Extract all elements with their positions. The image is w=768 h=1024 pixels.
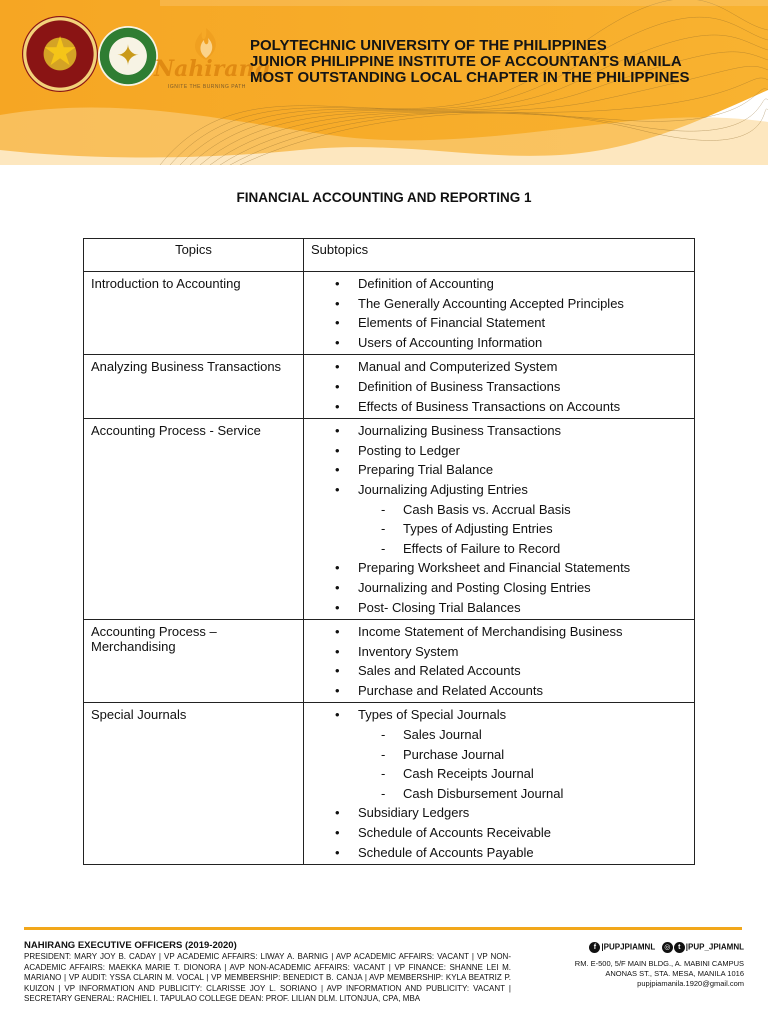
subtopics-cell bbox=[304, 703, 695, 865]
subtopic-bullet-item: • Definition of Business Transactions bbox=[311, 377, 687, 397]
chapter-award: MOST OUTSTANDING LOCAL CHAPTER IN THE PHILIPPINES bbox=[250, 69, 690, 86]
organization-title bbox=[250, 38, 689, 86]
subtopic-bullet-item: • Journalizing Business Transactions bbox=[311, 421, 687, 441]
subtopic-bullet-item: • Schedule of Accounts Receivable bbox=[311, 823, 687, 843]
subtopic-bullet-item: • Inventory System bbox=[311, 642, 687, 662]
subtopic-bullet-item: • Journalizing and Posting Closing Entries bbox=[311, 578, 687, 598]
subtopic-list bbox=[311, 357, 687, 416]
subtopic-bullet-item: • Preparing Trial Balance bbox=[311, 460, 687, 480]
subtopic-bullet-item: • Income Statement of Merchandising Business bbox=[311, 622, 687, 642]
brand-tagline: IGNITE THE BURNING PATH bbox=[168, 84, 246, 90]
pup-seal-logo bbox=[22, 16, 98, 92]
table-row bbox=[84, 419, 695, 620]
subtopic-bullet-item: • Manual and Computerized System bbox=[311, 357, 687, 377]
subtopic-list bbox=[311, 622, 687, 700]
column-header-subtopics: Subtopics bbox=[304, 239, 695, 272]
facebook-handle[interactable]: |PUPJPIAMNL bbox=[601, 942, 656, 952]
subtopic-bullet-item: • Preparing Worksheet and Financial Statements bbox=[311, 558, 687, 578]
subtopic-list bbox=[311, 274, 687, 352]
address-line-1: RM. E-500, 5/F MAIN BLDG., A. MABINI CAMPUS bbox=[574, 959, 744, 968]
subtopic-bullet-item: • Types of Special Journals bbox=[311, 705, 687, 725]
topics-table bbox=[83, 238, 695, 865]
subtopic-bullet-item: • Posting to Ledger bbox=[311, 441, 687, 461]
university-name: POLYTECHNIC UNIVERSITY OF THE PHILIPPINES bbox=[250, 37, 607, 54]
officers-title: NAHIRANG EXECUTIVE OFFICERS (2019-2020) bbox=[24, 940, 237, 951]
star-icon: ★ bbox=[42, 29, 78, 75]
social-handles bbox=[534, 942, 744, 953]
subtopic-dash-item: - Purchase Journal bbox=[311, 745, 687, 765]
subtopic-bullet-item: • Users of Accounting Information bbox=[311, 333, 687, 353]
officers-block bbox=[24, 940, 511, 1005]
topic-cell: Introduction to Accounting bbox=[84, 272, 304, 355]
subtopic-list bbox=[311, 421, 687, 617]
subtopic-bullet-item: • Purchase and Related Accounts bbox=[311, 681, 687, 701]
contact-block bbox=[534, 942, 744, 989]
subtopic-bullet-item: • The Generally Accounting Accepted Principles bbox=[311, 294, 687, 314]
topic-cell: Analyzing Business Transactions bbox=[84, 355, 304, 419]
table-row bbox=[84, 620, 695, 703]
letterhead bbox=[0, 0, 768, 165]
subtopic-bullet-item: • Journalizing Adjusting Entries bbox=[311, 480, 687, 500]
subtopics-cell bbox=[304, 272, 695, 355]
subtopic-bullet-item: • Subsidiary Ledgers bbox=[311, 803, 687, 823]
topic-cell: Special Journals bbox=[84, 703, 304, 865]
subtopic-dash-item: - Cash Disbursement Journal bbox=[311, 784, 687, 804]
subtopic-bullet-item: • Effects of Business Transactions on Accounts bbox=[311, 397, 687, 417]
table-row bbox=[84, 272, 695, 355]
subtopic-bullet-item: • Elements of Financial Statement bbox=[311, 313, 687, 333]
topic-cell: Accounting Process - Service bbox=[84, 419, 304, 620]
instagram-icon[interactable]: ◎ bbox=[662, 942, 673, 953]
column-header-topics: Topics bbox=[84, 239, 304, 272]
star-icon: ✦ bbox=[116, 39, 140, 72]
nahirang-logo bbox=[150, 22, 270, 96]
subtopic-bullet-item: • Schedule of Accounts Payable bbox=[311, 843, 687, 863]
topic-cell: Accounting Process – Merchandising bbox=[84, 620, 304, 703]
table-row bbox=[84, 703, 695, 865]
subtopic-dash-item: - Effects of Failure to Record bbox=[311, 539, 687, 559]
subtopic-bullet-item: • Sales and Related Accounts bbox=[311, 661, 687, 681]
twitter-icon[interactable]: t bbox=[674, 942, 685, 953]
subtopics-cell bbox=[304, 355, 695, 419]
subtopic-dash-item: - Types of Adjusting Entries bbox=[311, 519, 687, 539]
subtopic-dash-item: - Sales Journal bbox=[311, 725, 687, 745]
jpia-seal-logo bbox=[98, 26, 158, 86]
subtopic-list bbox=[311, 705, 687, 862]
instagram-twitter-handle[interactable]: |PUP_JPIAMNL bbox=[685, 942, 744, 952]
address-line-2: ANONAS ST., STA. MESA, MANILA 1016 bbox=[605, 969, 744, 978]
officers-list: PRESIDENT: MARY JOY B. CADAY | VP ACADEMIC AFFAIRS: LIWAY A. BARNIG | AVP ACADEMIC AFFAIRS: VACANT | VP NON-ACADEMIC AFFAIRS: MAEKKA MARIE T. DIONORA | AVP NON-ACADEMIC AFFAIRS: VACANT | VP FINANCE: SHANNE LEI M. MARIANO | VP AUDIT: YSSA CLARIN M. VOCAL | VP MEMBERSHIP: BENEDICT B. CANJA | AVP MEMBERSHIP: KYLA BEATRIZ P. KUIZON | VP INFORMATION AND PUBLICITY: CLARISSE JOY L. SORIANO | AVP INFORMATION AND PUBLICITY: VACANT | SECRETARY GENERAL: RACHIEL I. TAPULAO COLLEGE DEAN: PROF. LILIAN DLM. LITONJUA, CPA, MBA bbox=[24, 952, 511, 1003]
footer-divider bbox=[24, 927, 742, 930]
table-header-row bbox=[84, 239, 695, 272]
facebook-icon[interactable]: f bbox=[589, 942, 600, 953]
table-body bbox=[84, 272, 695, 865]
subtopic-bullet-item: • Definition of Accounting bbox=[311, 274, 687, 294]
document-title: FINANCIAL ACCOUNTING AND REPORTING 1 bbox=[236, 190, 532, 205]
table-row bbox=[84, 355, 695, 419]
brand-name: Nahirang bbox=[154, 56, 270, 82]
email-address[interactable]: pupjpiamanila.1920@gmail.com bbox=[637, 979, 744, 988]
chapter-name: JUNIOR PHILIPPINE INSTITUTE OF ACCOUNTANTS MANILA bbox=[250, 53, 682, 70]
subtopic-dash-item: - Cash Receipts Journal bbox=[311, 764, 687, 784]
subtopics-cell bbox=[304, 419, 695, 620]
subtopic-bullet-item: • Post- Closing Trial Balances bbox=[311, 598, 687, 618]
subtopic-dash-item: - Cash Basis vs. Accrual Basis bbox=[311, 500, 687, 520]
subtopics-cell bbox=[304, 620, 695, 703]
